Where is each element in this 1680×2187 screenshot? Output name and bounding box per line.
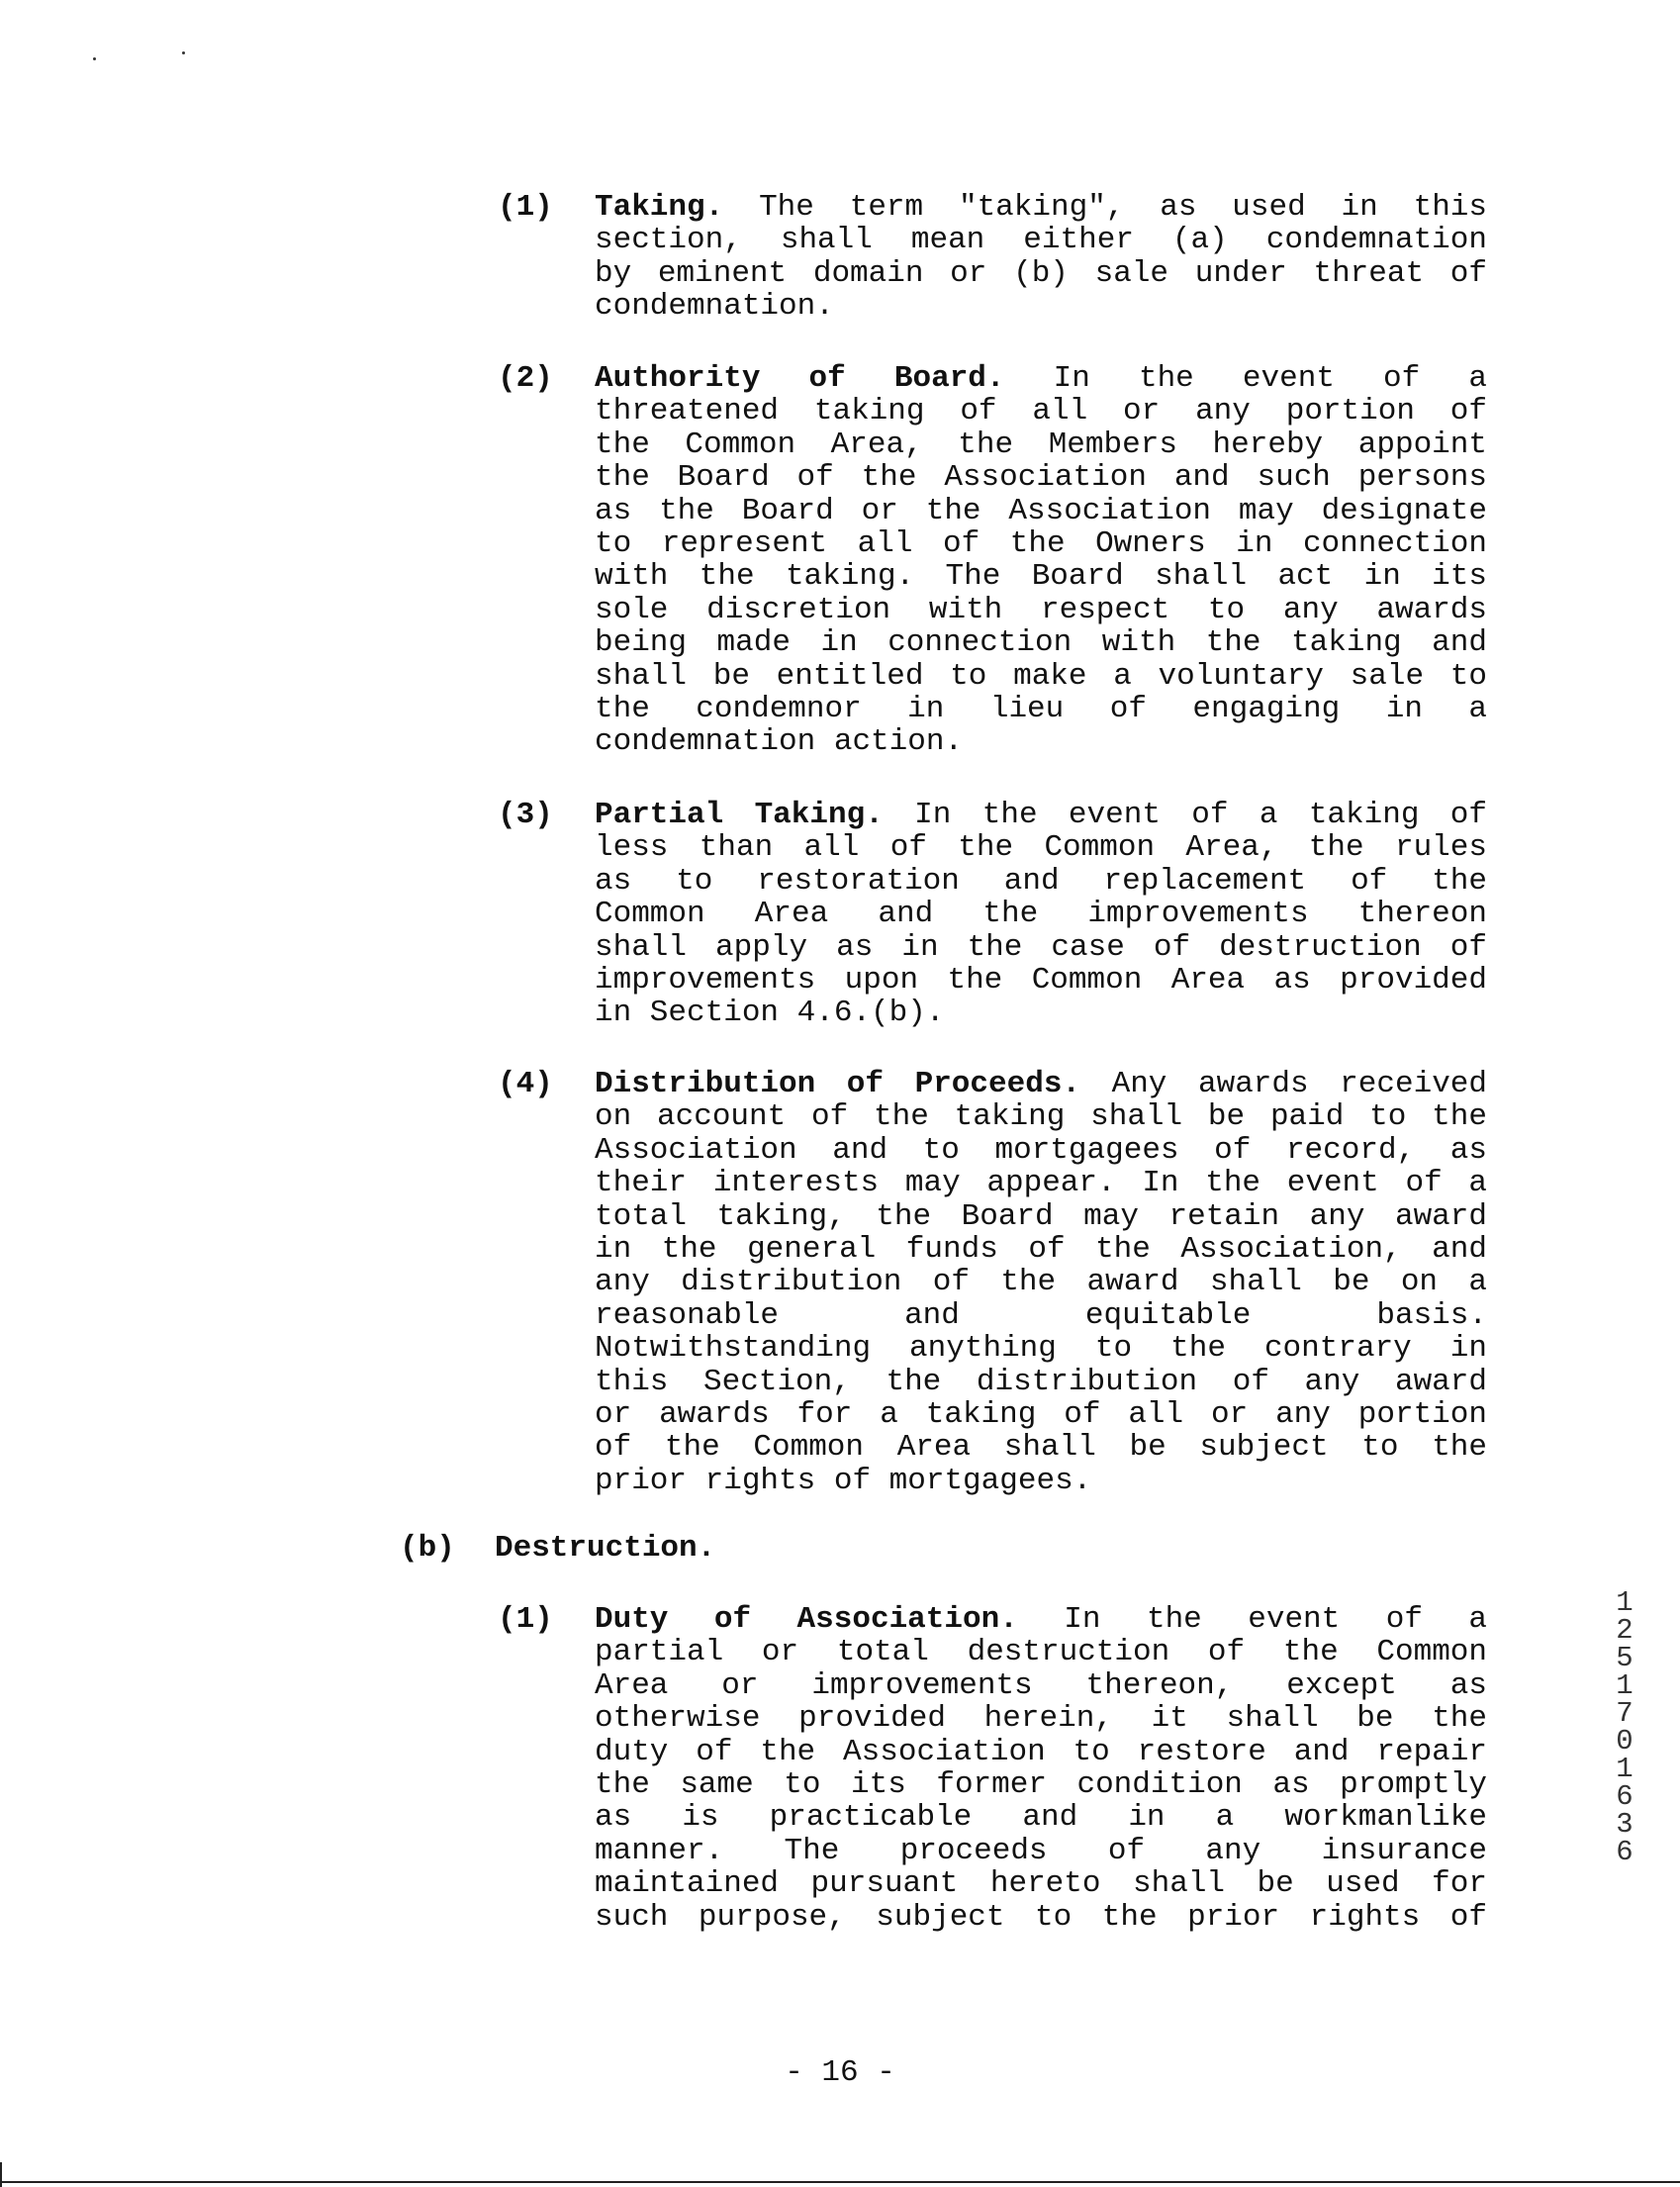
page-number: - 16 - [785, 2055, 895, 2090]
page-left-edge [0, 2162, 2, 2187]
section-body: Duty of Association. In the event of a partial or total destruction of the Common Area or improvements thereon, except as otherwise provided herein, it shall be the duty of the Association to restore and repair the same to its former condition as promptly as is practicable and in a workmanlike manner. The proceeds of any insurance maintained pursuant hereto shall be used for such purpose, subject to the prior rights of [595, 1602, 1488, 1935]
subsection-label: (b) [400, 1531, 455, 1566]
subsection-heading: Destruction. [495, 1531, 716, 1566]
section-number: (1) [498, 190, 553, 225]
section-body: Taking. The term "taking", as used in this section, shall mean either (a) condemnation by eminent domain or (b) sale under threat of condemnation. [595, 190, 1487, 325]
section-body: Distribution of Proceeds. Any awards received on account of the taking shall be paid to the Association and to mortgagees of record, as their interests may appear. In the event of a total taking, the Board may retain any award in the general funds of the Association, and any distribution of the award shall be on a reasonable and equitable basis. Notwithstanding anything to the contrary in this Section, the distribution of any award or awards for a taking of all or any portion of the Common Area shall be subject to the prior rights of mortgagees. [595, 1067, 1488, 1498]
section-body: Partial Taking. In the event of a taking of less than all of the Common Area, the rules as to restoration and replacement of the Common Area and the improvements thereon shall apply as in the case of destruction of improvements upon the Common Area as provided in Section 4.6.(b). [595, 798, 1488, 1031]
section-heading: Taking. [595, 190, 724, 225]
page-bottom-edge [0, 2181, 1680, 2183]
scan-speck [182, 51, 185, 54]
section-body: Authority of Board. In the event of a threatened taking of all or any portion of the Common Area, the Members hereby appoint the Board of the Association and such persons as the Board or the Association may designate to represent all of the Owners in connection with the taking. The Board shall act in its sole discretion with respect to any awards being made in connection with the taking and shall be entitled to make a voluntary sale to the condemnor in lieu of engaging in a condemnation action. [595, 361, 1487, 760]
scan-speck [93, 57, 96, 60]
section-heading: Partial Taking. [595, 798, 884, 832]
section-heading: Distribution of Proceeds. [595, 1067, 1081, 1101]
margin-document-number: 1 2 5 1 7 0 1 6 3 6 [1616, 1586, 1633, 1868]
section-heading: Authority of Board. [595, 361, 1005, 396]
section-heading: Duty of Association. [595, 1602, 1018, 1637]
section-number: (2) [498, 361, 553, 396]
section-number: (4) [498, 1067, 553, 1101]
section-number: (1) [498, 1602, 553, 1637]
section-number: (3) [498, 798, 553, 832]
